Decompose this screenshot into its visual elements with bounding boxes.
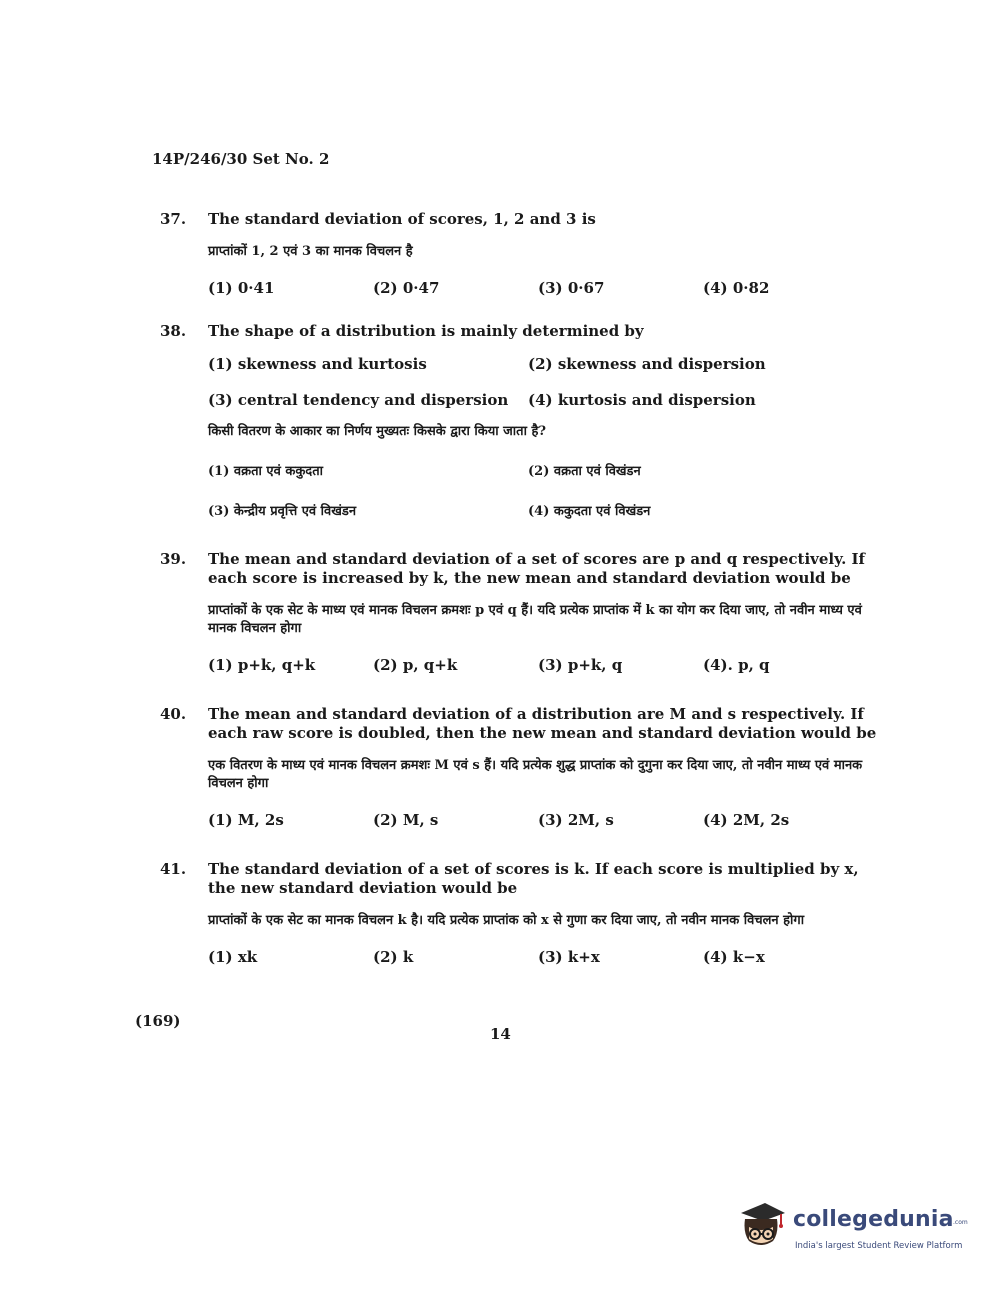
footer-code: (169)	[135, 1012, 181, 1030]
question-text: The standard deviation of scores, 1, 2 and 3 is	[208, 210, 596, 228]
option-3: (3) k+x	[538, 948, 600, 966]
question-number: 40.	[160, 705, 187, 723]
graduate-mascot-icon	[735, 1199, 787, 1255]
option-1: (1) 0·41	[208, 279, 275, 297]
paper-header: 14P/246/30 Set No. 2	[152, 150, 330, 168]
options	[208, 656, 880, 674]
options-hindi	[208, 461, 880, 519]
option-2: (2) k	[373, 948, 414, 966]
question-text-hindi: प्राप्तांकों के एक सेट का मानक विचलन k है। यदि प्रत्येक प्राप्तांक को x से गुणा कर दिया जाए, तो नवीन मानक विचलन होगा	[208, 913, 805, 928]
options	[208, 355, 880, 409]
option-4: (4) kurtosis and dispersion	[528, 391, 756, 409]
option-4-hindi: (4) ककुदता एवं विखंडन	[528, 504, 651, 519]
options	[208, 948, 880, 966]
question-39	[160, 550, 880, 674]
option-4: (4) k−x	[703, 948, 765, 966]
option-2-hindi: (2) वक्रता एवं विखंडन	[528, 464, 641, 479]
question-number: 37.	[160, 210, 187, 228]
option-3: (3) 2M, s	[538, 811, 614, 829]
question-41	[160, 860, 880, 966]
page-number: 14	[490, 1025, 511, 1043]
option-4: (4) 2M, 2s	[703, 811, 790, 829]
option-4: (4). p, q	[703, 656, 770, 674]
question-text: The standard deviation of a set of scores is k. If each score is multiplied by x, the new standard deviation would be	[208, 860, 859, 897]
question-number: 38.	[160, 322, 187, 340]
question-40	[160, 705, 880, 829]
option-1: (1) xk	[208, 948, 258, 966]
question-38	[160, 322, 880, 519]
question-text: The shape of a distribution is mainly determined by	[208, 322, 644, 340]
logo-name: collegedunia	[793, 1207, 954, 1232]
collegedunia-logo	[735, 1195, 968, 1265]
option-1: (1) skewness and kurtosis	[208, 355, 427, 373]
option-3: (3) 0·67	[538, 279, 605, 297]
logo-com: .com	[953, 1219, 968, 1226]
question-number: 41.	[160, 860, 187, 878]
option-3: (3) p+k, q	[538, 656, 623, 674]
question-number: 39.	[160, 550, 187, 568]
option-4: (4) 0·82	[703, 279, 770, 297]
option-1-hindi: (1) वक्रता एवं ककुदता	[208, 464, 323, 479]
question-text: The mean and standard deviation of a set of scores are p and q respectively. If each score is increased by k, the new mean and standard deviation would be	[208, 550, 866, 587]
question-text-hindi: एक वितरण के माध्य एवं मानक विचलन क्रमशः M एवं s हैं। यदि प्रत्येक शुद्ध प्राप्तांक को दुगुना कर दिया जाए, तो नवीन माध्य एवं मानक विचलन होगा	[208, 758, 863, 791]
options	[208, 279, 880, 297]
options	[208, 811, 880, 829]
question-text: The mean and standard deviation of a distribution are M and s respectively. If each raw score is doubled, then the new mean and standard deviation would be	[208, 705, 877, 742]
logo-tagline: India's largest Student Review Platform	[795, 1241, 963, 1251]
question-text-hindi: प्राप्तांकों के एक सेट के माध्य एवं मानक विचलन क्रमशः p एवं q हैं। यदि प्रत्येक प्राप्तांक में k का योग कर दिया जाए, तो नवीन माध्य एवं मानक विचलन होगा	[208, 603, 862, 636]
option-2: (2) p, q+k	[373, 656, 458, 674]
question-text-hindi: किसी वितरण के आकार का निर्णय मुख्यतः किसके द्वारा किया जाता है?	[208, 424, 546, 439]
option-1: (1) M, 2s	[208, 811, 284, 829]
question-text-hindi: प्राप्तांकों 1, 2 एवं 3 का मानक विचलन है	[208, 244, 413, 259]
option-1: (1) p+k, q+k	[208, 656, 316, 674]
option-2: (2) 0·47	[373, 279, 440, 297]
question-37	[160, 210, 880, 297]
option-3: (3) central tendency and dispersion	[208, 391, 509, 409]
option-2: (2) skewness and dispersion	[528, 355, 766, 373]
option-2: (2) M, s	[373, 811, 439, 829]
option-3-hindi: (3) केन्द्रीय प्रवृत्ति एवं विखंडन	[208, 504, 357, 519]
